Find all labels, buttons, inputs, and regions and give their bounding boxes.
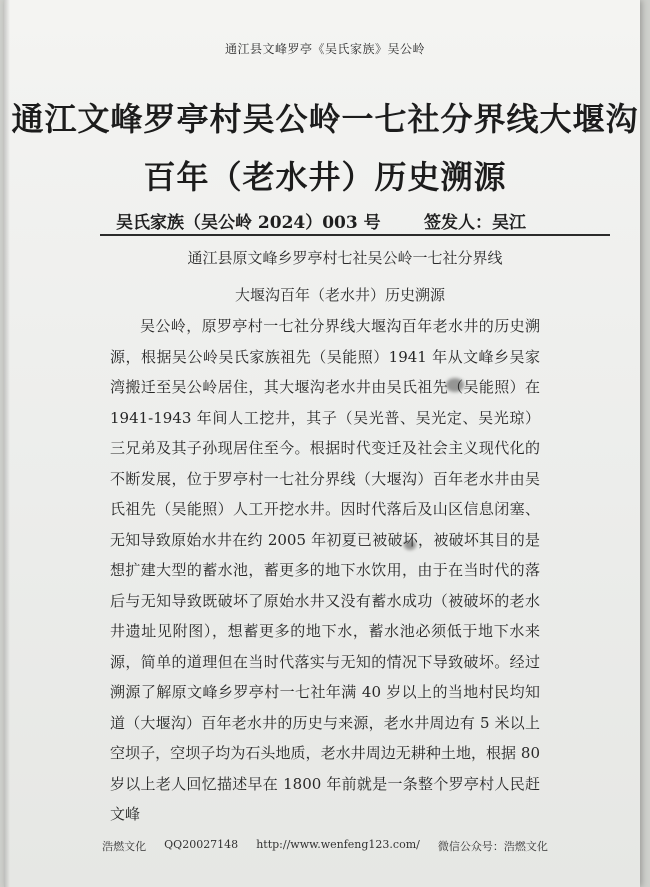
signer: 签发人：吴江 xyxy=(424,213,526,233)
page-footer xyxy=(0,838,650,854)
ink-smudge xyxy=(446,378,464,392)
document-title-line-2: 百年（老水井）历史溯源 xyxy=(143,158,507,196)
footer-wechat: 微信公众号：浩燃文化 xyxy=(437,840,548,853)
series-header: 通江县文峰罗亭《吴氏家族》吴公岭 xyxy=(224,42,425,56)
subtitle-line-1: 通江县原文峰乡罗亭村七社吴公岭一七社分界线 xyxy=(187,249,503,267)
document-title-line-1: 通江文峰罗亭村吴公岭一七社分界线大堰沟 xyxy=(11,100,639,138)
body-paragraph: 吴公岭，原罗亭村一七社分界线大堰沟百年老水井的历史溯源，根据吴公岭吴氏家族祖先（吴能照）1941 年从文峰乡吴家湾搬迁至吴公岭居住，其大堰沟老水井由吴氏祖先（吴能照）在 1941-1943 年间人工挖井，其子（吴光普、吴光定、吴光琼）三兄弟及其子孙现居住至今。根据时代变迁及社会主义现代化的不断发展，位于罗亭村一七社分界线（大堰沟）百年老水井由吴氏祖先（吴能照）人工开挖水井。因时代落后及山区信息闭塞、无知导致原始水井在约 2005 年初夏已被破坏，被破坏其目的是想扩建大型的蓄水池，蓄更多的地下水饮用，由于在当时代的落后与无知导致既破坏了原始水井又没有蓄水成功（被破坏的老水井遗址见附图），想蓄更多的地下水，蓄水池必须低于地下水来源，简单的道理但在当时代落实与无知的情况下导致破坏。经过溯源了解原文峰乡罗亭村一七社年满 40 岁以上的当地村民均知道（大堰沟）百年老水井的历史与来源，老水井周边有 5 米以上空坝子，空坝子均为石头地质，老水井周边无耕种土地，根据 80 岁以上老人回忆描述早在 1800 年前就是一条整个罗亭村人民赶文峰 xyxy=(110,317,540,823)
document-meta-row xyxy=(116,208,526,233)
footer-url: http://www.wenfeng123.com/ xyxy=(256,838,420,851)
title-divider xyxy=(100,234,610,236)
ink-smudge xyxy=(404,540,416,550)
subtitle-line-2: 大堰沟百年（老水井）历史溯源 xyxy=(234,286,445,304)
footer-brand: 浩燃文化 xyxy=(102,840,147,853)
footer-qq: QQ20027148 xyxy=(164,838,239,851)
document-number: 吴氏家族（吴公岭 2024）003 号 xyxy=(116,213,381,233)
